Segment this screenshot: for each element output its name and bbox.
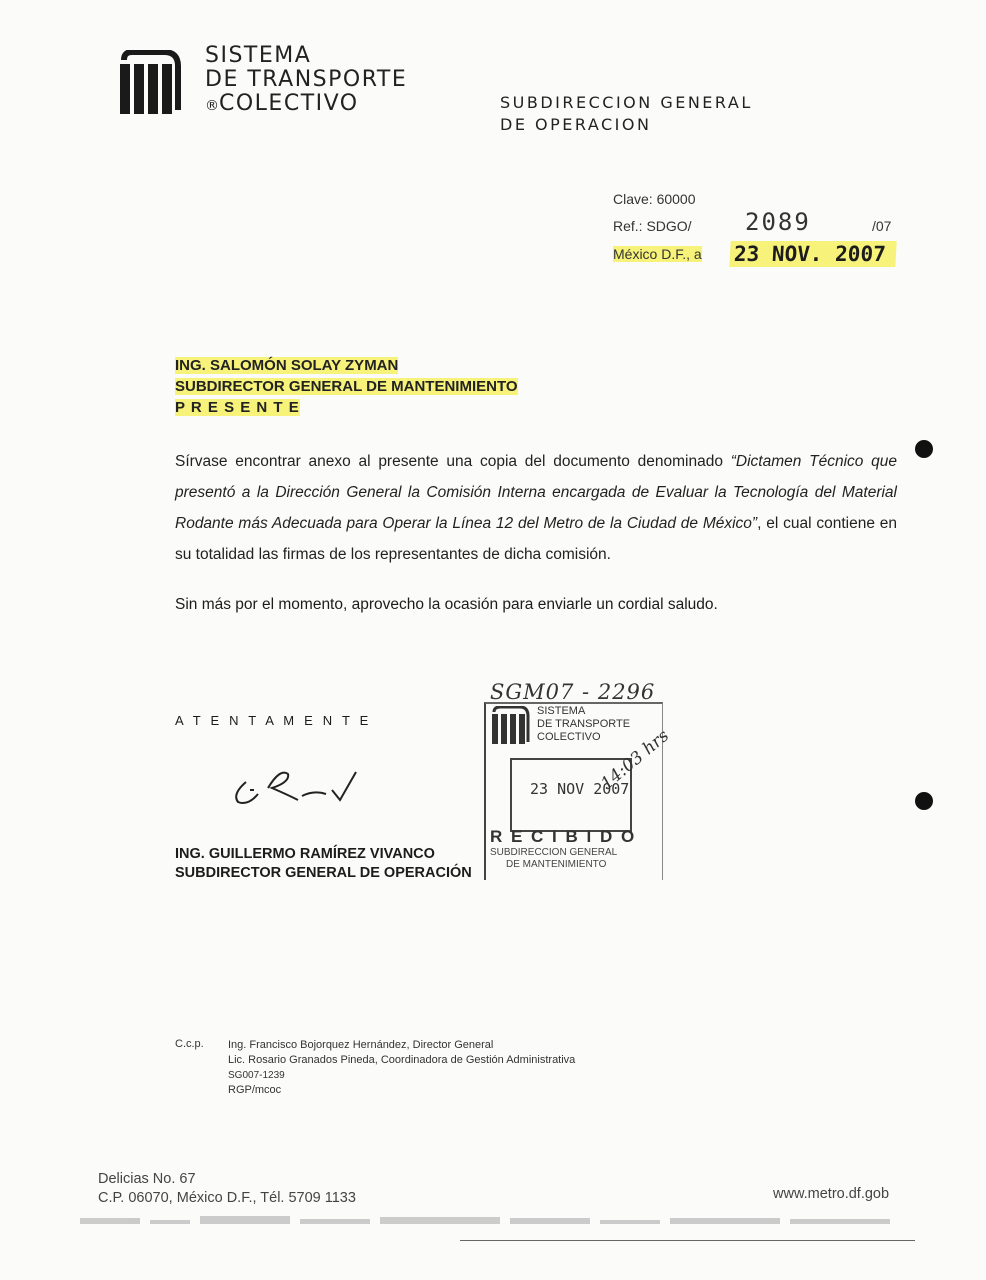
document-title: “Dictamen Técnico que presentó a la Dirección General la Comisión Interna encargada de Evaluar la Tecnología del Material Rodante más Adecuada para Operar la Línea 12 del Metro de la Ciudad de México” xyxy=(175,453,897,532)
stamp-dept-line-2: DE MANTENIMIENTO xyxy=(506,859,607,870)
org-line-3: COLECTIVO xyxy=(219,91,359,116)
recipient-name: ING. SALOMÓN SOLAY ZYMAN xyxy=(175,357,399,374)
department-heading xyxy=(500,92,753,136)
signer-title: SUBDIRECTOR GENERAL DE OPERACIÓN xyxy=(175,865,472,881)
dept-line-2: DE OPERACION xyxy=(500,115,652,134)
scan-noise xyxy=(70,1210,910,1234)
signature-icon xyxy=(228,760,378,810)
stamp-org-line-3: COLECTIVO xyxy=(537,731,601,743)
address-line-2: C.P. 06070, México D.F., Tél. 5709 1133 xyxy=(98,1190,356,1206)
cc-line: SG007-1239 xyxy=(228,1070,285,1081)
cc-line: Ing. Francisco Bojorquez Hernández, Director General xyxy=(228,1039,494,1051)
punch-hole xyxy=(915,440,933,458)
stamp-dept xyxy=(490,847,617,871)
signer-block xyxy=(175,845,472,883)
footer-address xyxy=(98,1170,356,1208)
organization-name xyxy=(205,44,407,118)
ref-number: 2089 xyxy=(745,208,811,236)
registered-mark: ® xyxy=(205,98,219,114)
stamp-org xyxy=(537,705,630,744)
stamp-date: 23 NOV 2007 xyxy=(530,780,630,798)
stamp-logo-icon xyxy=(490,706,530,746)
atentamente-label: A T E N T A M E N T E xyxy=(175,713,372,728)
body-text-start: Sírvase encontrar anexo al presente una copia del documento denominado xyxy=(175,453,731,470)
stamp-org-line-1: SISTEMA xyxy=(537,705,586,717)
stamp-handwritten-time: 14:03 hrs xyxy=(597,725,674,795)
stamp-dept-line-1: SUBDIRECCION GENERAL xyxy=(490,847,618,858)
cc-line: RGP/mcoc xyxy=(228,1084,282,1096)
ref-year: /07 xyxy=(872,218,892,234)
received-stamp xyxy=(482,680,682,885)
stamp-org-line-2: DE TRANSPORTE xyxy=(537,718,631,730)
stamp-handwritten-number: SGM07 - 2296 xyxy=(490,680,656,704)
clave-line: Clave: 60000 xyxy=(613,191,696,207)
dept-line-1: SUBDIRECCION GENERAL xyxy=(500,93,753,112)
cc-line: Lic. Rosario Granados Pineda, Coordinadora de Gestión Administrativa xyxy=(228,1054,576,1066)
stamp-received: R E C I B I D O xyxy=(490,827,637,846)
org-line-1: SISTEMA xyxy=(205,43,312,68)
punch-hole xyxy=(915,792,933,810)
body-paragraph xyxy=(175,446,897,570)
cc-label: C.c.p. xyxy=(175,1038,204,1050)
metro-logo-icon xyxy=(118,50,184,118)
recipient-title: SUBDIRECTOR GENERAL DE MANTENIMIENTO xyxy=(175,378,518,395)
cc-list xyxy=(228,1038,575,1098)
footer-website: www.metro.df.gob xyxy=(773,1186,890,1202)
org-line-2: DE TRANSPORTE xyxy=(205,67,408,92)
closing-paragraph: Sin más por el momento, aprovecho la ocasión para enviarle un cordial saludo. xyxy=(175,596,718,613)
recipient-block xyxy=(175,355,522,418)
place-date-line xyxy=(613,246,702,262)
ref-label: Ref.: SDGO/ xyxy=(613,218,692,234)
address-line-1: Delicias No. 67 xyxy=(98,1171,196,1187)
signer-name: ING. GUILLERMO RAMÍREZ VIVANCO xyxy=(175,846,435,862)
place-label: México D.F., a xyxy=(613,246,702,262)
date-stamp: 23 NOV. 2007 xyxy=(729,241,896,267)
presente-label: P R E S E N T E xyxy=(175,399,300,416)
body-text-end: , el cual contiene en su totalidad las firmas de los representantes de dicha comisión. xyxy=(175,515,897,563)
footer-divider xyxy=(460,1240,915,1241)
